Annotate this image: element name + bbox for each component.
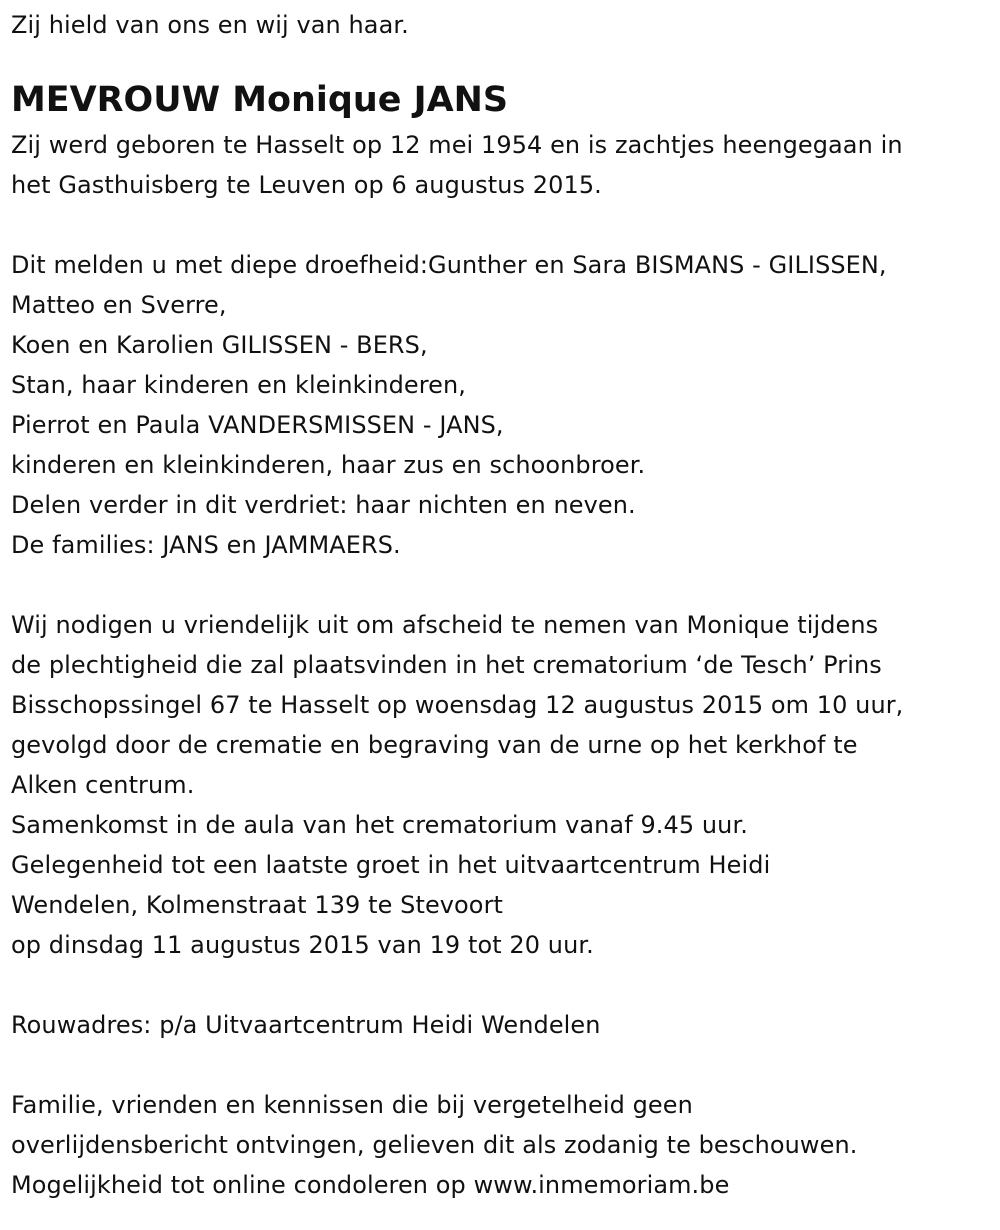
closing-paragraph — [11, 1085, 991, 1205]
ceremony-line: Bisschopssingel 67 te Hasselt op woensdag 12 augustus 2015 om 10 uur, — [11, 691, 904, 719]
birth-line: Zij werd geboren te Hasselt op 12 mei 1954 en is zachtjes heengegaan in — [11, 131, 903, 159]
spacer — [11, 205, 991, 245]
mourners-line: Stan, haar kinderen en kleinkinderen, — [11, 371, 466, 399]
ceremony-line: Samenkomst in de aula van het crematorium vanaf 9.45 uur. — [11, 811, 748, 839]
closing-line: Familie, vrienden en kennissen die bij vergetelheid geen — [11, 1091, 693, 1119]
mourners-line: Dit melden u met diepe droefheid:Gunther en Sara BISMANS - GILISSEN, — [11, 251, 887, 279]
ceremony-line: Wendelen, Kolmenstraat 139 te Stevoort — [11, 891, 504, 919]
spacer — [11, 565, 991, 605]
obituary-notice — [11, 5, 991, 1205]
mourners-line: Matteo en Sverre, — [11, 291, 227, 319]
ceremony-line: Gelegenheid tot een laatste groet in het uitvaartcentrum Heidi — [11, 851, 771, 879]
ceremony-line: gevolgd door de crematie en begraving van de urne op het kerkhof te — [11, 731, 858, 759]
ceremony-line: Alken centrum. — [11, 771, 195, 799]
spacer — [11, 1045, 991, 1085]
ceremony-line: Wij nodigen u vriendelijk uit om afscheid te nemen van Monique tijdens — [11, 611, 879, 639]
intro-line: Zij hield van ons en wij van haar. — [11, 11, 409, 39]
ceremony-paragraph — [11, 605, 991, 965]
mourners-line: kinderen en kleinkinderen, haar zus en schoonbroer. — [11, 451, 646, 479]
ceremony-line: op dinsdag 11 augustus 2015 van 19 tot 20 uur. — [11, 931, 594, 959]
birth-paragraph — [11, 125, 991, 205]
closing-line: overlijdensbericht ontvingen, gelieven dit als zodanig te beschouwen. — [11, 1131, 858, 1159]
mourners-line: Delen verder in dit verdriet: haar nichten en neven. — [11, 491, 636, 519]
mourners-paragraph — [11, 245, 991, 565]
closing-line: Mogelijkheid tot online condoleren op www.inmemoriam.be — [11, 1171, 730, 1199]
ceremony-line: de plechtigheid die zal plaatsvinden in het crematorium ‘de Tesch’ Prins — [11, 651, 882, 679]
birth-line: het Gasthuisberg te Leuven op 6 augustus 2015. — [11, 171, 602, 199]
mourners-line: Pierrot en Paula VANDERSMISSEN - JANS, — [11, 411, 504, 439]
mourning-address: Rouwadres: p/a Uitvaartcentrum Heidi Wendelen — [11, 1011, 601, 1039]
mourners-line: Koen en Karolien GILISSEN - BERS, — [11, 331, 428, 359]
spacer — [11, 965, 991, 1005]
deceased-name-title: MEVROUW Monique JANS — [11, 80, 509, 120]
mourners-line: De families: JANS en JAMMAERS. — [11, 531, 401, 559]
